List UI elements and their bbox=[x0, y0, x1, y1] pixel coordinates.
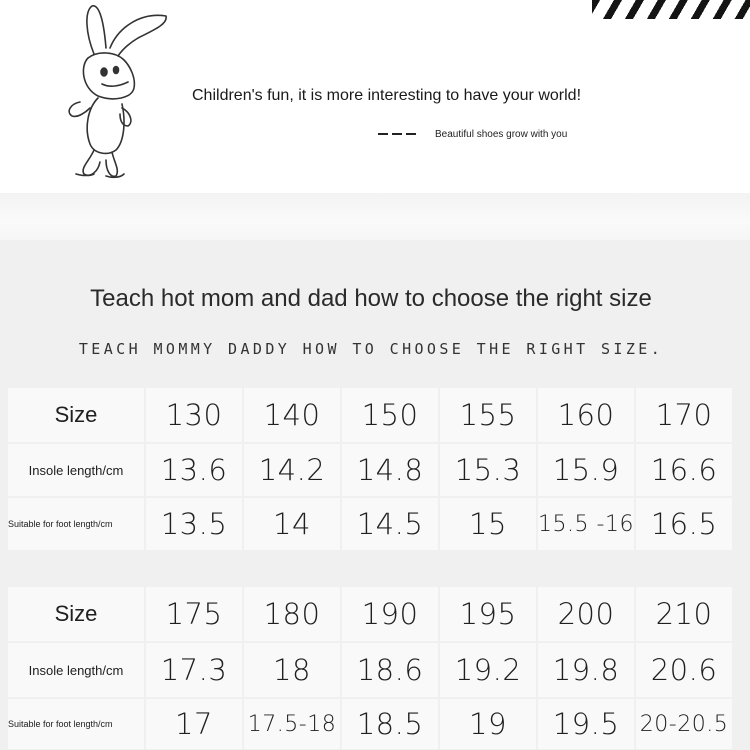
foot-length-cell: 19.5 bbox=[538, 699, 634, 749]
diagonal-stripes-decoration bbox=[592, 0, 750, 19]
insole-cell: 16.6 bbox=[636, 444, 732, 496]
insole-cell: 14.2 bbox=[244, 444, 340, 496]
insole-cell: 20.6 bbox=[636, 643, 732, 697]
rabbit-mascot-icon bbox=[58, 4, 178, 180]
foot-length-cell: 14.5 bbox=[342, 498, 438, 550]
insole-cell: 18 bbox=[244, 643, 340, 697]
size-table-2 bbox=[8, 587, 736, 749]
row-label-foot-length: Suitable for foot length/cm bbox=[8, 498, 144, 550]
foot-length-cell: 15 bbox=[440, 498, 536, 550]
row-label-size: Size bbox=[8, 388, 144, 442]
row-label-size: Size bbox=[8, 587, 144, 641]
size-cell: 155 bbox=[440, 388, 536, 442]
foot-length-cell: 18.5 bbox=[342, 699, 438, 749]
size-table-1 bbox=[8, 388, 736, 550]
section-title: Teach hot mom and dad how to choose the right size bbox=[90, 285, 652, 312]
row-label-foot-length: Suitable for foot length/cm bbox=[8, 699, 144, 749]
size-cell: 160 bbox=[538, 388, 634, 442]
insole-cell: 15.9 bbox=[538, 444, 634, 496]
size-cell: 170 bbox=[636, 388, 732, 442]
section-subtitle: TEACH MOMMY DADDY HOW TO CHOOSE THE RIGHT SIZE. bbox=[78, 340, 664, 358]
foot-length-cell: 15.5 -16 bbox=[538, 498, 634, 550]
foot-length-cell: 19 bbox=[440, 699, 536, 749]
banner-shadow-band bbox=[0, 193, 750, 240]
size-cell: 175 bbox=[146, 587, 242, 641]
insole-cell: 14.8 bbox=[342, 444, 438, 496]
foot-length-cell: 17.5-18 bbox=[244, 699, 340, 749]
size-cell: 190 bbox=[342, 587, 438, 641]
insole-cell: 15.3 bbox=[440, 444, 536, 496]
banner-subline: Beautiful shoes grow with you bbox=[435, 129, 568, 140]
foot-length-cell: 13.5 bbox=[146, 498, 242, 550]
insole-cell: 19.2 bbox=[440, 643, 536, 697]
size-cell: 180 bbox=[244, 587, 340, 641]
foot-length-cell: 16.5 bbox=[636, 498, 732, 550]
size-cell: 140 bbox=[244, 388, 340, 442]
size-cell: 210 bbox=[636, 587, 732, 641]
banner-headline: Children's fun, it is more interesting to have your world! bbox=[192, 87, 582, 104]
insole-cell: 17.3 bbox=[146, 643, 242, 697]
insole-cell: 18.6 bbox=[342, 643, 438, 697]
size-cell: 150 bbox=[342, 388, 438, 442]
size-cell: 195 bbox=[440, 587, 536, 641]
size-cell: 130 bbox=[146, 388, 242, 442]
row-label-insole: Insole length/cm bbox=[8, 643, 144, 697]
insole-cell: 13.6 bbox=[146, 444, 242, 496]
foot-length-cell: 17 bbox=[146, 699, 242, 749]
foot-length-cell: 20-20.5 bbox=[636, 699, 732, 749]
row-label-insole: Insole length/cm bbox=[8, 444, 144, 496]
foot-length-cell: 14 bbox=[244, 498, 340, 550]
size-cell: 200 bbox=[538, 587, 634, 641]
insole-cell: 19.8 bbox=[538, 643, 634, 697]
header-banner bbox=[0, 0, 750, 193]
